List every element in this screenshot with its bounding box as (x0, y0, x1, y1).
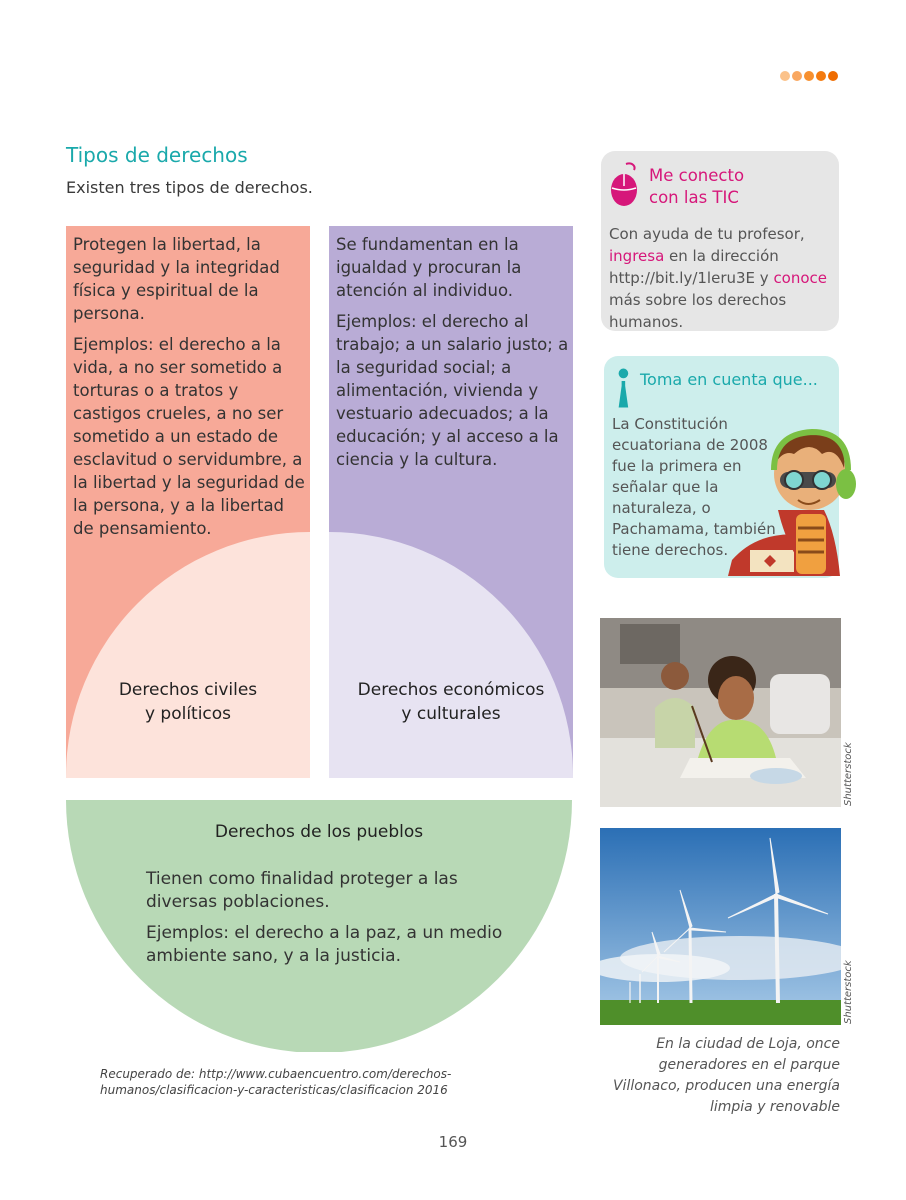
economic-examples: Ejemplos: el derecho al trabajo; a un salario justo; a la seguridad social; a alimentación, vivienda y vestuario adecuados; a la educación; y al acceso a la ciencia y la cultura. (336, 312, 569, 469)
economic-rights-column (329, 226, 573, 778)
economic-rights-text (336, 233, 570, 479)
photo1-credit-holder (843, 742, 906, 817)
tic-text-b: en la dirección http://bit.ly/1leru3E y (609, 247, 779, 287)
note-title: Toma en cuenta que... (640, 370, 818, 389)
civil-examples: Ejemplos: el derecho a la vida, a no ser sometido a torturas o a tratos y castigos crueles, a no ser sometido a un estado de esclavitud o servidumbre, a la libertad y la seguridad de la persona, y a la libertad de pensamiento. (73, 335, 305, 538)
civil-label-line2: y políticos (144, 704, 232, 724)
photo2-credit-holder (843, 960, 906, 1035)
economic-description: Se fundamentan en la igualdad y procuran la atención al individuo. (336, 235, 522, 300)
computer-mouse-icon (606, 162, 642, 208)
civil-label-line1: Derechos civiles (118, 680, 258, 700)
civil-rights-text (73, 233, 307, 548)
peoples-rights-block (66, 800, 572, 1052)
civil-half-circle (66, 532, 310, 778)
dot (780, 71, 790, 81)
section-title: Tipos de derechos (66, 143, 248, 167)
cartoon-boy-illustration (720, 410, 860, 582)
photo2-credit: Shutterstock (843, 960, 854, 1024)
intro-text: Existen tres tipos de derechos. (66, 178, 313, 197)
civil-rights-column (66, 226, 310, 778)
civil-description: Protegen la libertad, la seguridad y la integridad física y espiritual de la persona. (73, 235, 280, 323)
economic-label-line1: Derechos económicos (357, 680, 545, 700)
tic-highlight-ingresa: ingresa (609, 247, 665, 265)
tic-title-line2: con las TIC (649, 188, 739, 207)
wind-turbines-photo (600, 828, 841, 1025)
page-decoration-dots (780, 66, 842, 78)
peoples-examples: Ejemplos: el derecho a la paz, a un medio ambiente sano, y a la justicia. (146, 923, 503, 966)
tic-highlight-conoce: conoce (773, 269, 828, 287)
dot (792, 71, 802, 81)
exclamation-icon: ¡ (612, 350, 635, 411)
source-citation: Recuperado de: http://www.cubaencuentro.com/derechos-humanos/clasificacion-y-caracteristicas/clasificacion 2016 (100, 1067, 452, 1097)
peoples-rights-title: Derechos de los pueblos (214, 822, 424, 842)
economic-half-circle (329, 532, 573, 778)
photo-caption: En la ciudad de Loja, once generadores en el parque Villonaco, producen una energía limpia y renovable (612, 1036, 840, 1115)
peoples-description: Tienen como finalidad proteger a las diversas poblaciones. (146, 869, 458, 912)
dot (816, 71, 826, 81)
dot (804, 71, 814, 81)
tic-title (649, 165, 744, 209)
peoples-rights-text (146, 868, 506, 976)
note-body: La Constitución ecuatoriana de 2008 fue la primera en señalar que la naturaleza, o Pachamama, también tiene derechos. (612, 415, 776, 559)
tic-text-a: Con ayuda de tu profesor, (609, 225, 805, 243)
photo1-credit: Shutterstock (843, 742, 854, 806)
civil-rights-label (66, 678, 310, 726)
dot (828, 71, 838, 81)
economic-rights-label (329, 678, 573, 726)
page-number: 169 (438, 1133, 468, 1151)
tic-text-c: más sobre los derechos humanos. (609, 291, 787, 331)
tic-title-line1: Me conecto (649, 166, 745, 185)
economic-label-line2: y culturales (401, 704, 501, 724)
girl-painting-photo (600, 618, 841, 807)
tic-body (609, 223, 841, 333)
